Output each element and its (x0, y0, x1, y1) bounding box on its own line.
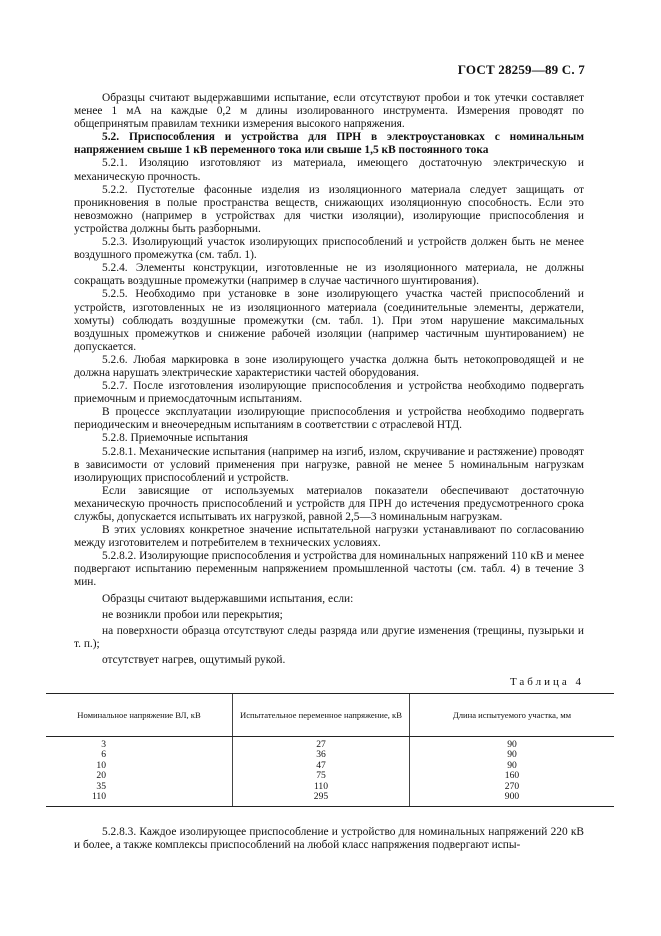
paragraph: 5.2.2. Пустотелые фасонные изделия из изоляционного материала следует защищать от проникновения в полые пространства веществ, снижающих изоляционную способность. Если это невозможно (например в устройствах для чистки изоляции), изолирующие приспособления и устройства должны быть разборными. (74, 183, 584, 235)
table-cell: 10 (96, 759, 106, 771)
paragraph: 5.2.1. Изоляцию изготовляют из материала, имеющего достаточную электрическую и механическую прочность. (74, 157, 584, 183)
paragraph: 5.2.8.1. Механические испытания (например на изгиб, излом, скручивание и растяжение) проводят в зависимости от условий применения при нагрузке, равной не менее 5 номинальным нагрузкам изолирующих приспособлений и устройств. (74, 445, 584, 484)
table-cell: 90 (410, 761, 615, 771)
table-cell: 6 (101, 749, 106, 761)
table-cell: 27 (233, 737, 410, 751)
column-header: Длина испытуемого участка, мм (410, 694, 615, 737)
table-cell: 47 (233, 761, 410, 771)
paragraph: 5.2.6. Любая маркировка в зоне изолирующего участка должна быть нетокопроводящей и не должна нарушать электрические характеристики частей оборудования. (74, 353, 584, 379)
table-cell: 90 (410, 737, 615, 751)
body-text (74, 92, 584, 667)
paragraph: 5.2.5. Необходимо при установке в зоне изолирующего участка частей приспособлений и устройств, изготовленных не из изоляционного материала (соединительные элементы, держатели, хомуты) соблюдать воздушные промежутки (см. табл. 1). При этом нарушение максимальных воздушных промежутков и снижение рабочей изоляции (например частичным шунтированием) не допускается. (74, 288, 584, 353)
paragraph: Образцы считают выдержавшими испытание, если отсутствуют пробои и ток утечки составляет менее 1 мА на каждые 0,2 м длины изолированного инструмента. Измерения проводят по общепринятым правилам техники измерения высокого напряжения. (74, 92, 584, 131)
paragraph: В этих условиях конкретное значение испытательной нагрузки устанавливают по согласованию между изготовителем и потребителем в технических условиях. (74, 524, 584, 550)
column-header: Номинальное напряжение ВЛ, кВ (46, 694, 233, 737)
page-header: ГОСТ 28259—89 С. 7 (457, 62, 585, 77)
table-cell: 295 (233, 792, 410, 807)
list-item: не возникли пробои или перекрытия; (102, 608, 283, 621)
paragraph: 5.2.3. Изолирующий участок изолирующих приспособлений и устройств должен быть не менее воздушного промежутка (см. табл. 1). (74, 236, 584, 262)
table-caption: Таблица 4 (509, 676, 584, 688)
table-cell: 160 (410, 771, 615, 781)
table-cell: 75 (233, 771, 410, 781)
paragraph: Если зависящие от используемых материалов показатели обеспечивают достаточную механическую прочность приспособлений и устройств для ПРН до истечения предусмотренного срока службы, допускается испытывать их нагрузкой, равной 2,5—3 номинальным нагрузкам. (74, 484, 584, 523)
table-cell: 110 (233, 782, 410, 792)
table-4 (46, 693, 614, 807)
paragraph: 5.2.7. После изготовления изолирующие приспособления и устройства необходимо подвергать приемочным и приемосдаточным испытаниям. (74, 380, 584, 406)
paragraph: В процессе эксплуатации изолирующие приспособления и устройства необходимо подвергать периодическим и внеочередным испытаниям в соответствии с отраслевой НТД. (74, 406, 584, 432)
table-cell: 35 (96, 780, 106, 792)
table-row (46, 761, 614, 771)
paragraph: 5.2.8. Приемочные испытания (102, 432, 249, 445)
table-cell: 900 (410, 792, 615, 807)
table-row (46, 750, 614, 760)
closing-text (74, 826, 584, 852)
table-cell: 90 (410, 750, 615, 760)
paragraph: Образцы считают выдержавшими испытания, если: (102, 592, 354, 605)
table-header-row (46, 694, 614, 737)
table-row (46, 771, 614, 781)
list-item: на поверхности образца отсутствуют следы разряда или другие изменения (трещины, пузырьки и т. п.); (74, 624, 584, 650)
table-cell: 110 (46, 792, 233, 807)
table-cell: 36 (233, 750, 410, 760)
table-row (46, 737, 614, 751)
column-header: Испытательное переменное напряжение, кВ (233, 694, 410, 737)
paragraph: 5.2.8.2. Изолирующие приспособления и устройства для номинальных напряжений 110 кВ и менее подвергают испытанию переменным напряжением промышленной частоты (см. табл. 4) в течение 3 мин. (74, 550, 584, 589)
list-item: отсутствует нагрев, ощутимый рукой. (102, 653, 286, 666)
section-heading: 5.2. Приспособления и устройства для ПРН в электроустановках с номинальным напряжением свыше 1 кВ переменного тока или свыше 1,5 кВ постоянного тока (74, 131, 584, 157)
paragraph: 5.2.8.3. Каждое изолирующее приспособление и устройство для номинальных напряжений 220 кВ и более, а также комплексы приспособлений на любой класс напряжения подвергают испы- (74, 826, 584, 852)
paragraph: 5.2.4. Элементы конструкции, изготовленные не из изоляционного материала, не должны сокращать воздушные промежутки (например в случае частичного шунтирования). (74, 262, 584, 288)
table-cell: 3 (101, 739, 106, 750)
table-cell: 270 (410, 782, 615, 792)
table-row (46, 792, 614, 807)
table-cell: 20 (96, 770, 106, 782)
table-row (46, 782, 614, 792)
